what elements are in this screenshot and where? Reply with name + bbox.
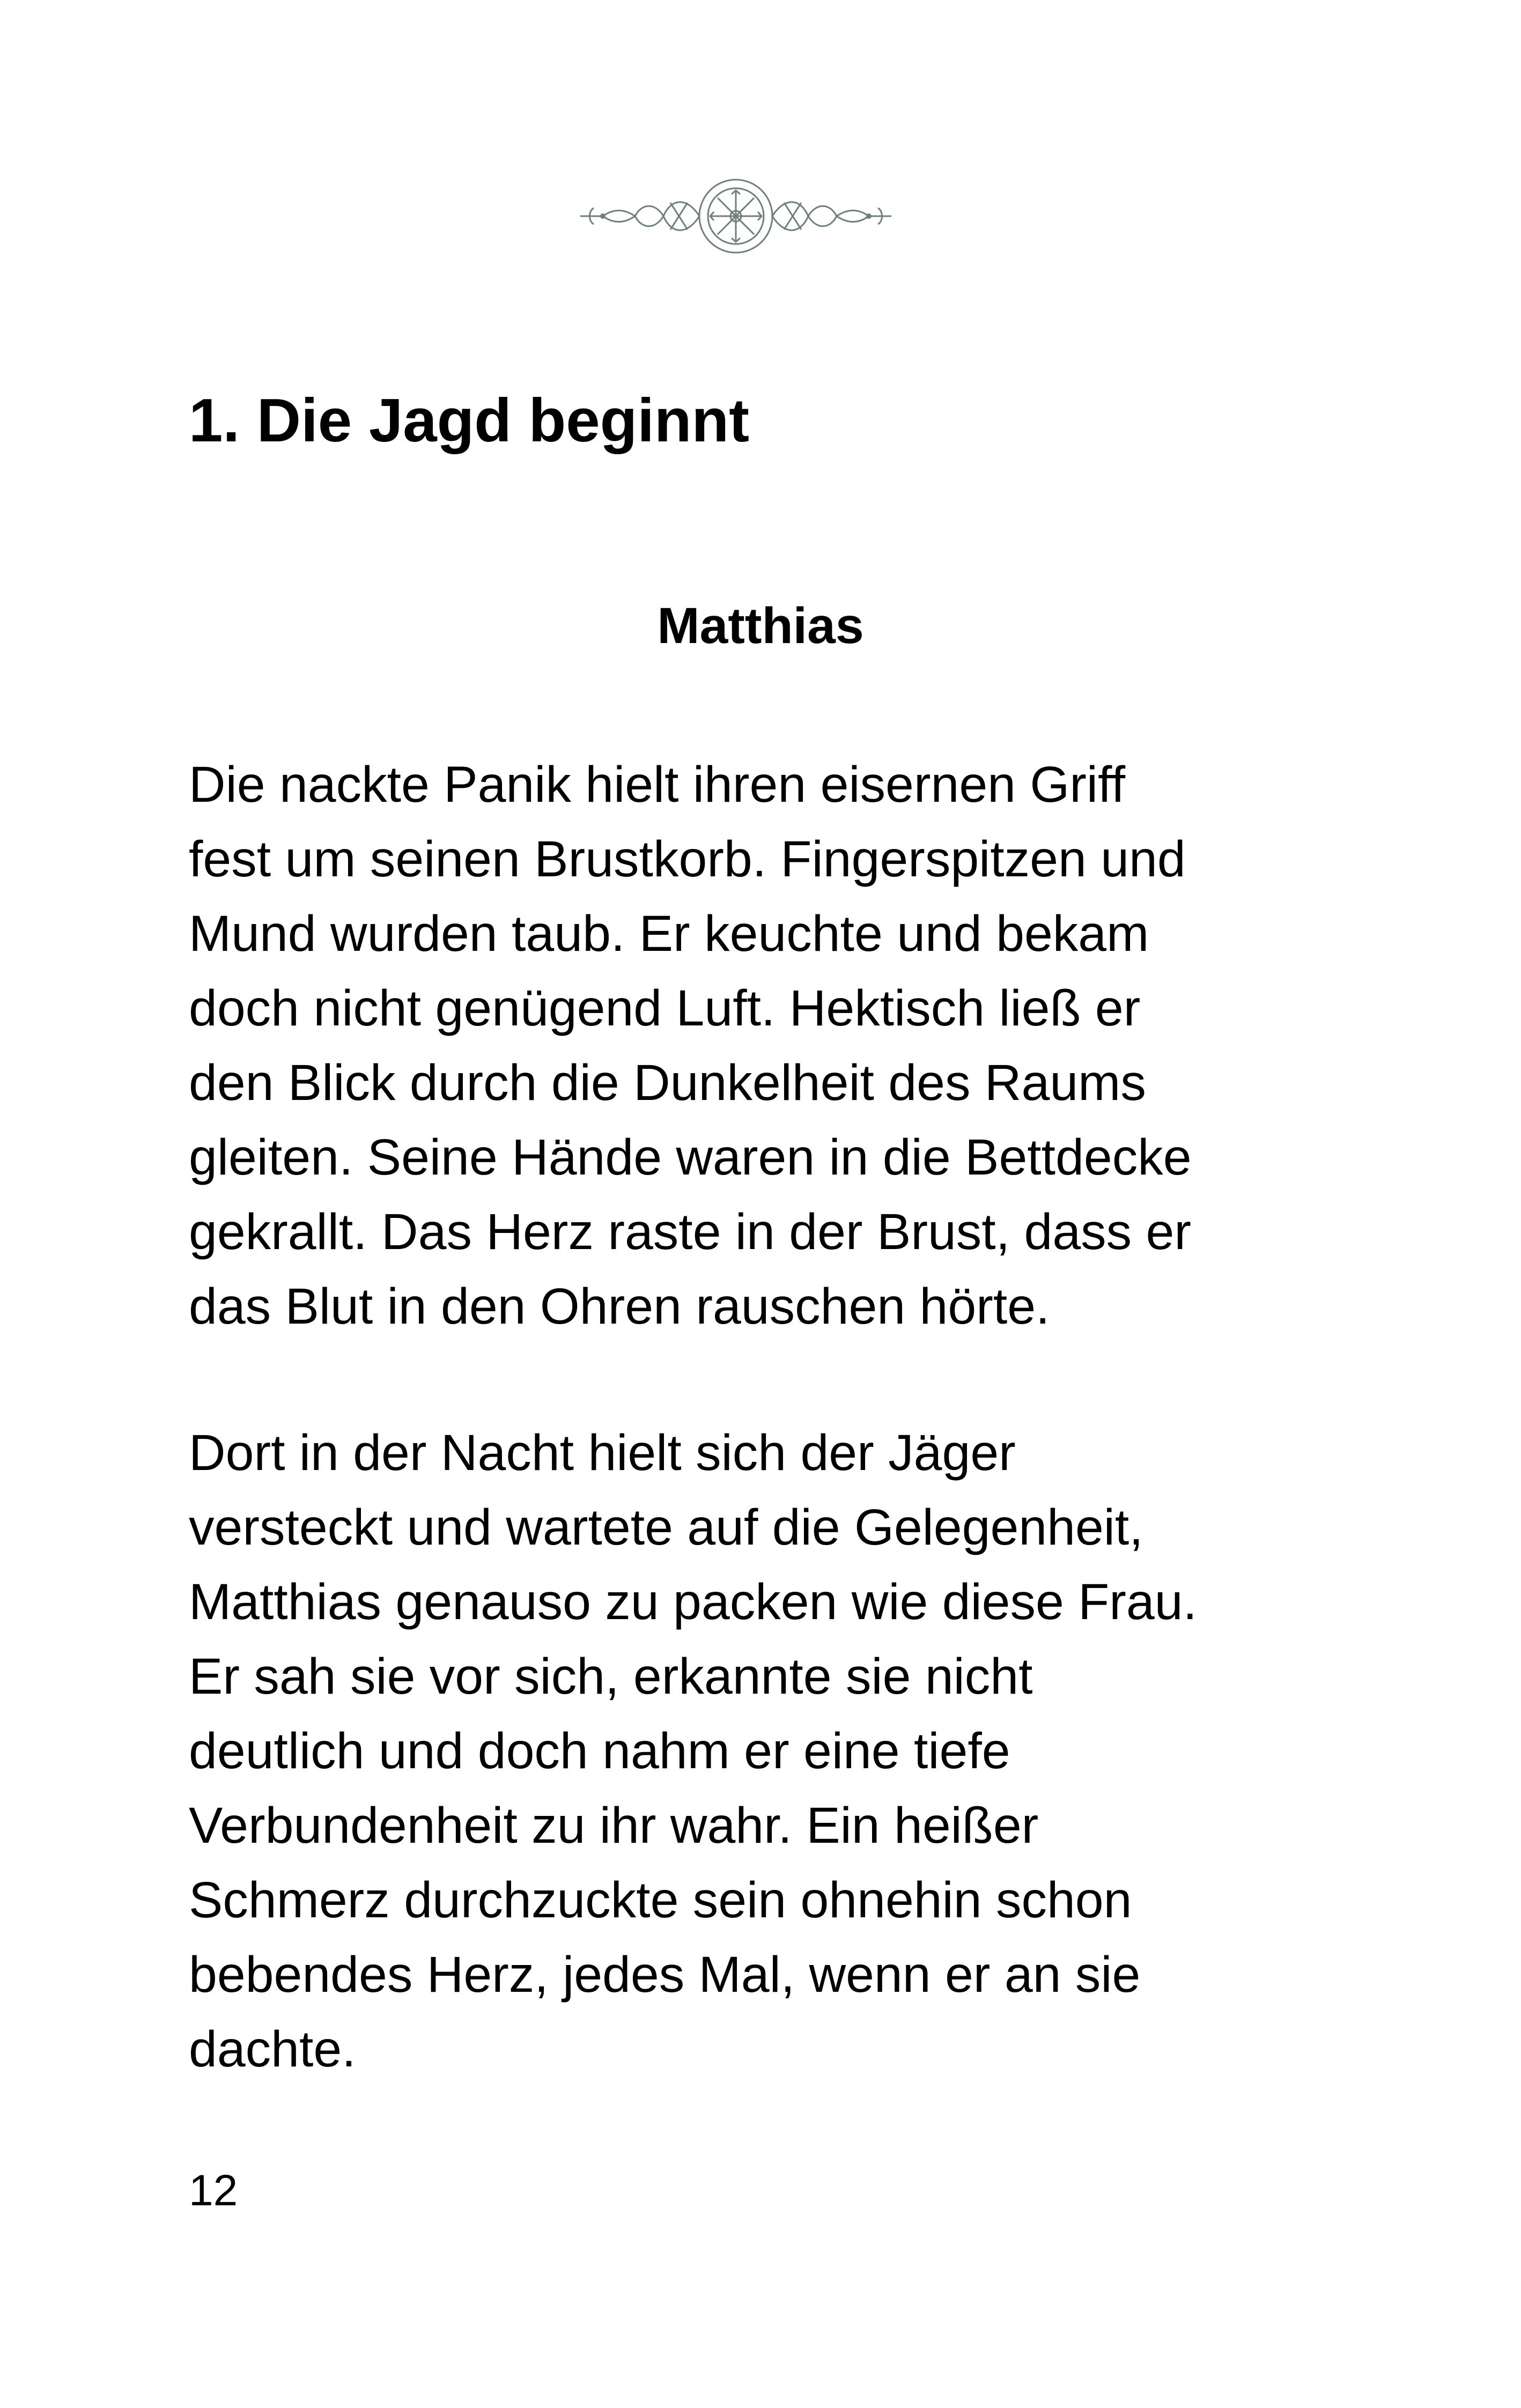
text-line: deutlich und doch nahm er eine tiefe [189, 1723, 1010, 1779]
pov-character-name: Matthias [657, 597, 864, 654]
text-line: Verbundenheit zu ihr wahr. Ein heißer [189, 1797, 1039, 1854]
text-line: Matthias genauso zu packen wie diese Frau. [189, 1574, 1197, 1630]
page-number: 12 [189, 2166, 238, 2215]
text-line: dachte. [189, 2021, 356, 2078]
paragraph [189, 1416, 1326, 2087]
text-line: fest um seinen Brustkorb. Fingerspitzen und [189, 831, 1186, 888]
text-line: den Blick durch die Dunkelheit des Raums [189, 1054, 1146, 1111]
text-line: gleiten. Seine Hände waren in die Bettdecke [189, 1129, 1192, 1186]
text-line: Schmerz durchzuckte sein ohnehin schon [189, 1872, 1132, 1929]
text-line: Er sah sie vor sich, erkannte sie nicht [189, 1648, 1033, 1705]
chapter-title: 1. Die Jagd beginnt [189, 387, 750, 455]
text-line: versteckt und wartete auf die Gelegenheit, [189, 1499, 1143, 1556]
text-line: Die nackte Panik hielt ihren eisernen Griff [189, 756, 1126, 813]
text-line: bebendes Herz, jedes Mal, wenn er an sie [189, 1946, 1141, 2003]
paragraph [189, 748, 1326, 1344]
text-line: das Blut in den Ohren rauschen hörte. [189, 1278, 1050, 1335]
text-line: Mund wurden taub. Er keuchte und bekam [189, 905, 1149, 962]
norse-vegvisir-ornament-icon [575, 171, 897, 262]
text-line: gekrallt. Das Herz raste in der Brust, dass er [189, 1203, 1192, 1260]
text-line: Dort in der Nacht hielt sich der Jäger [189, 1424, 1016, 1481]
text-line: doch nicht genügend Luft. Hektisch ließ er [189, 980, 1141, 1037]
